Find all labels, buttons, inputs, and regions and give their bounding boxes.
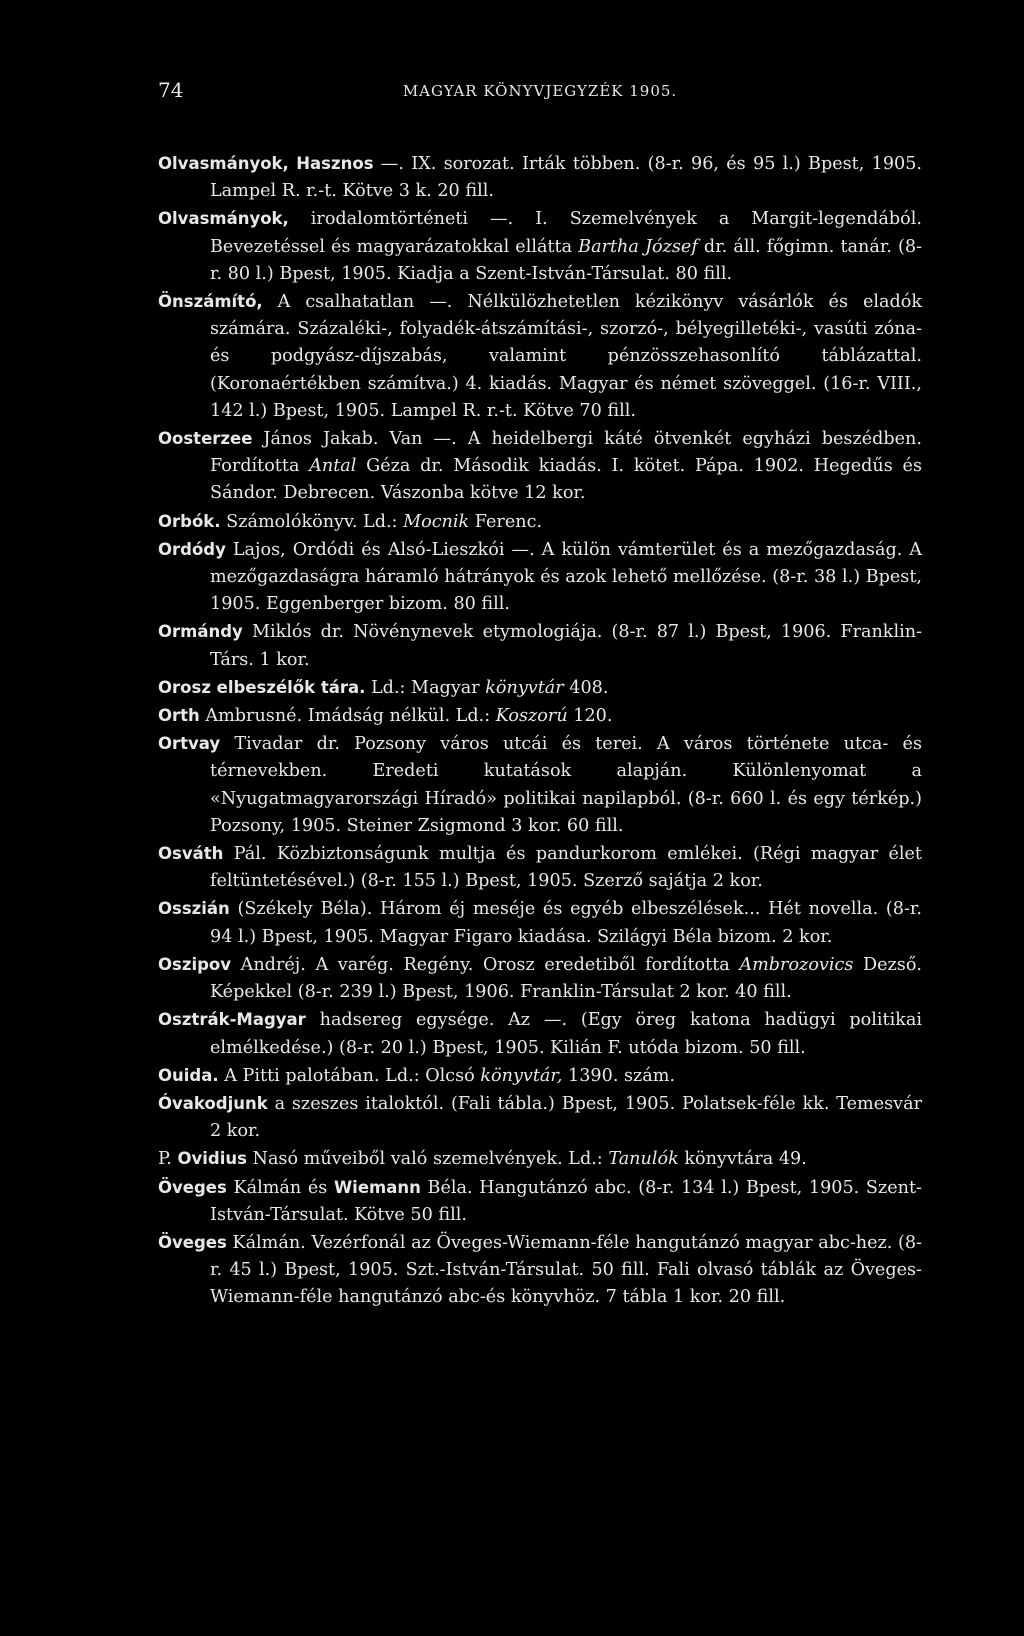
catalog-entry: [158, 1229, 922, 1312]
entry-heading: Ordódy: [158, 539, 226, 559]
entry-italic-text: Ambrozovics: [739, 954, 854, 975]
entry-heading: Óvakodjunk: [158, 1093, 268, 1113]
entry-italic-text: Koszorú: [495, 706, 568, 727]
entry-text: Dezső. Képekkel (8-r. 239 l.) Bpest, 1906. Franklin-Társulat 2 kor. 40 fill.: [210, 954, 923, 1003]
catalog-entry: [158, 730, 922, 840]
entry-text: könyvtára 49.: [678, 1149, 807, 1170]
entry-text: irodalomtörténeti —. I. Szemelvények a Margit-legendából. Bevezetéssel és magyarázatokkal ellátta: [210, 209, 922, 257]
entry-text: Tivadar dr. Pozsony város utcái és terei. A város története utca- és térnevekben. Eredeti kutatások alapján. Különlenyomat a «Nyugatmagyarországi Híradó» politikai napilapból. (8-r. 660 l. és egy térkép.) Pozsony, 1905. Steiner Zsigmond 3 kor. 60 fill.: [210, 734, 922, 836]
entry-text: Kálmán és: [226, 1177, 334, 1198]
catalog-entry: [158, 618, 922, 673]
catalog-entry: [158, 1062, 922, 1090]
entry-heading: Olvasmányok,: [158, 209, 289, 229]
entry-text: —. IX. sorozat. Irták többen. (8-r. 96, és 95 l.) Bpest, 1905. Lampel R. r.-t. Kötve 3 k. 20 fill.: [210, 154, 922, 202]
entry-heading: Orosz elbeszélők tára.: [158, 677, 366, 697]
entry-text: Lajos, Ordódi és Alsó-Lieszkói —. A külön vámterület és a mezőgazdaság. A mezőgazdaságra háramló hátrányok és azok lehető mellőzése. (8-r. 38 l.) Bpest, 1905. Eggenberger bizom. 80 fill.: [210, 539, 922, 615]
entry-text: a szeszes italoktól. (Fali tábla.) Bpest, 1905. Polatsek-féle kk. Temesvár 2 kor.: [210, 1093, 922, 1142]
entry-text: (Székely Béla). Három éj meséje és egyéb elbeszélések... Hét novella. (8-r. 94 l.) Bpest, 1905. Magyar Figaro kiadása. Szilágyi Béla bizom. 2 kor.: [210, 899, 922, 947]
entry-italic-text: Mocnik: [403, 511, 470, 532]
entry-text: P.: [158, 1149, 178, 1170]
entry-italic-text: Bartha József: [578, 236, 698, 257]
entry-text: Számolókönyv. Ld.:: [220, 511, 404, 532]
catalog-entry: [158, 951, 922, 1006]
catalog-entry: [158, 1145, 922, 1173]
entry-heading: Ovidius: [177, 1149, 247, 1169]
entry-heading: Osszián: [158, 899, 230, 919]
catalog-entry: [158, 1090, 922, 1145]
entry-text: Ambrusné. Imádság nélkül. Ld.:: [199, 706, 496, 727]
entry-text: Ferenc.: [469, 511, 543, 532]
running-title: MAGYAR KÖNYVJEGYZÉK 1905.: [402, 82, 678, 100]
entry-italic-text: Tanulók: [608, 1149, 679, 1170]
catalog-entry: [158, 508, 922, 536]
catalog-entry: [158, 840, 922, 895]
entry-text: A Pitti palotában. Ld.: Olcsó: [218, 1065, 481, 1086]
entry-text: Nasó műveiből való szemelvények. Ld.:: [246, 1149, 609, 1170]
catalog-entry: [158, 425, 922, 508]
entry-text: Miklós dr. Növénynevek etymologiája. (8-r. 87 l.) Bpest, 1906. Franklin-Társ. 1 kor.: [210, 622, 922, 670]
entry-heading: Önszámító,: [158, 292, 263, 312]
entry-heading: Olvasmányok, Hasznos: [158, 154, 374, 173]
entry-text: hadsereg egysége. Az —. (Egy öreg katona hadügyi politikai elmélkedése.) (8-r. 20 l.) Bpest, 1905. Kilián F. utóda bizom. 50 fill.: [210, 1010, 922, 1058]
entry-italic-text: könyvtár: [485, 677, 564, 698]
entry-heading: Osztrák-Magyar: [158, 1010, 306, 1030]
entry-italic-text: könyvtár,: [480, 1065, 563, 1086]
entry-heading: Orbók.: [158, 511, 221, 531]
catalog-entry: [158, 702, 922, 730]
entry-heading: Wiemann: [333, 1177, 421, 1197]
entry-text: 408.: [563, 677, 609, 698]
entry-text: Géza dr. Második kiadás. I. kötet. Pápa. 1902. Hegedűs és Sándor. Debrecen. Vászonba kötve 12 kor.: [210, 456, 922, 504]
entry-text: Pál. Közbiztonságunk multja és pandurkorom emlékei. (Régi magyar élet feltüntetésével.) (8-r. 155 l.) Bpest, 1905. Szerző sajátja 2 kor.: [210, 844, 922, 892]
entry-text: Andréj. A varég. Regény. Orosz eredetiből fordította: [231, 954, 740, 975]
entry-text: Ld.: Magyar: [365, 677, 486, 698]
entry-text: János Jakab. Van —. A heidelbergi káté ötvenkét egyházi beszédben. Fordította: [210, 429, 922, 477]
entry-heading: Ortvay: [158, 734, 221, 754]
entry-heading: Ormándy: [158, 622, 243, 642]
entry-heading: Ouida.: [158, 1065, 219, 1085]
entry-heading: Oosterzee: [158, 429, 253, 449]
entry-italic-text: Antal: [309, 456, 357, 477]
entry-text: dr. áll. főgimn. tanár. (8-r. 80 l.) Bpest, 1905. Kiadja a Szent-István-Társulat. 80 fill.: [210, 236, 923, 284]
catalog-entry: [158, 895, 922, 950]
catalog-entry: [158, 150, 922, 205]
entry-text: Kálmán. Vezérfonál az Öveges-Wiemann-féle hangutánzó magyar abc-hez. (8-r. 45 l.) Bpest, 1905. Szt.-István-Társulat. 50 fill. Fali olvasó táblák az Öveges-Wiemann-féle hangutánzó abc-és könyvhöz. 7 tábla 1 kor. 20 fill.: [210, 1232, 922, 1308]
catalog-entry: [158, 674, 922, 702]
entry-text: 120.: [567, 706, 613, 727]
entry-text: 1390. szám.: [562, 1065, 676, 1086]
catalog-entries: [158, 150, 922, 1312]
entry-heading: Öveges: [158, 1232, 227, 1252]
entry-heading: Öveges: [158, 1177, 227, 1197]
catalog-entry: [158, 1174, 922, 1229]
entry-text: Béla. Hangutánzó abc. (8-r. 134 l.) Bpest, 1905. Szent-István-Társulat. Kötve 50 fill.: [210, 1177, 923, 1225]
catalog-entry: [158, 1006, 922, 1061]
catalog-entry: [158, 205, 922, 288]
page-number: 74: [158, 78, 184, 102]
page-header: [158, 78, 922, 108]
entry-heading: Osváth: [158, 844, 224, 864]
entry-heading: Orth: [158, 706, 200, 726]
catalog-entry: [158, 288, 922, 425]
entry-heading: Oszipov: [158, 954, 232, 974]
entry-text: A csalhatatlan —. Nélkülözhetetlen kézikönyv vásárlók és eladók számára. Százaléki-, folyadék-átszámítási-, szorzó-, bélyegilletéki-, vasúti zóna- és podgyász-díjszabás, valamint pénzösszehasonlító táblázattal. (Koronaértékben számítva.) 4. kiadás. Magyar és német szöveggel. (16-r. VIII., 142 l.) Bpest, 1905. Lampel R. r.-t. Kötve 70 fill.: [210, 292, 922, 421]
catalog-entry: [158, 536, 922, 619]
